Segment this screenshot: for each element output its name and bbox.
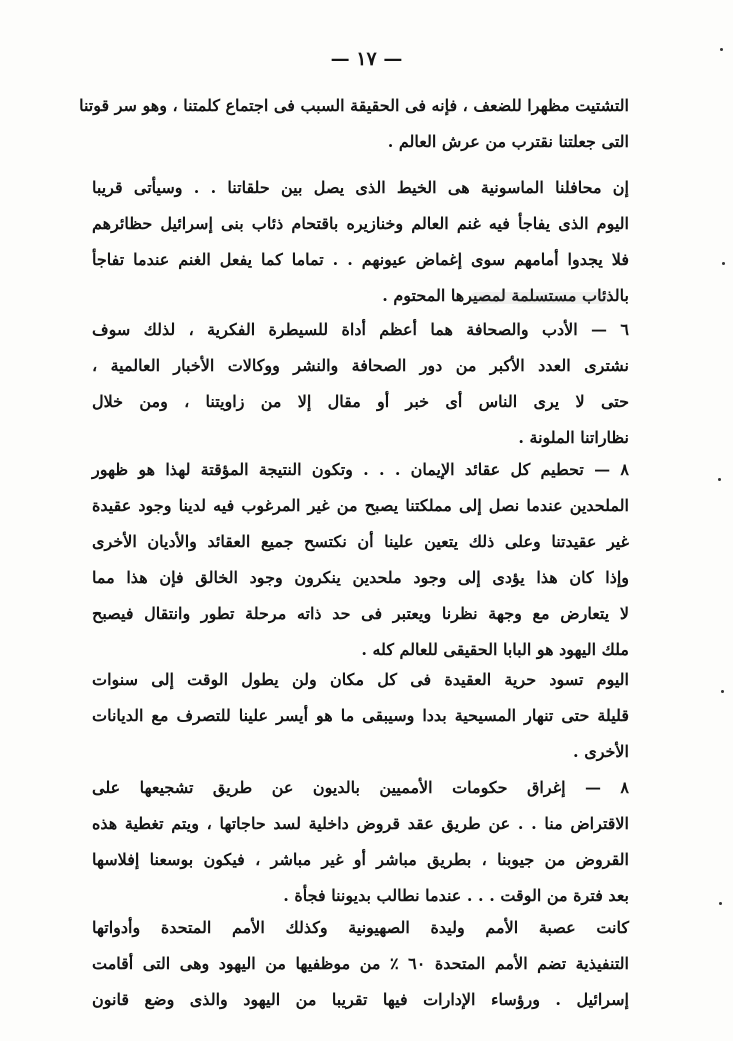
text-line: كانت عصبة الأمم وليدة الصهيونية وكذلك الأمم المتحدة وأدواتها [92,918,629,937]
text-line: بعد فترة من الوقت . . . عندما نطالب بديوننا فجأة . [283,886,629,905]
text-line: اليوم تسود حرية العقيدة فى كل مكان ولن يطول الوقت إلى سنوات [92,670,629,689]
paragraph-4 [92,452,629,668]
text-line: ٦ — الأدب والصحافة هما أعظم أداة للسيطرة الفكرية ، لذلك سوف [92,320,629,339]
text-line: القروض من جيوبنا ، بطريق مباشر أو غير مباشر ، فيكون بوسعنا إفلاسها [92,850,629,869]
text-line: وإذا كان هذا يؤدى إلى وجود ملحدين ينكرون وجود الخالق فإن هذا مما [92,568,629,587]
text-line: ٨ — إغراق حكومات الأمميين بالديون عن طريق تشجيعها على [92,778,629,797]
scan-speck [719,902,722,905]
scan-speck [722,262,725,265]
paragraph-5 [92,662,629,770]
text-line: نظاراتنا الملونة . [518,428,629,447]
text-line: التنفيذية تضم الأمم المتحدة ٦٠ ٪ من موظفيها من اليهود وهى التى أقامت [92,954,630,973]
text-line: إن محافلنا الماسونية هى الخيط الذى يصل بين حلقاتنا . . وسيأتى قريبا [92,178,629,197]
paragraph-7 [92,910,629,1018]
text-line: التى جعلتنا نقترب من عرش العالم . [387,132,629,151]
text-line: الاقتراض منا . . عن طريق عقد قروض داخلية لسد حاجاتها ، ويتم تغطية هذه [92,814,629,833]
text-line: الأخرى . [573,742,629,761]
text-line: حتى لا يرى الناس أى خبر أو مقال إلا من زاويتنا ، ومن خلال [92,392,629,411]
scan-speck [721,690,724,693]
text-line: ملك اليهود هو البابا الحقيقى للعالم كله . [361,640,629,659]
paragraph-1 [79,88,629,160]
text-line: قليلة حتى تنهار المسيحية بددا وسيبقى ما هو أيسر علينا للتصرف مع الديانات [92,706,629,725]
scan-speck [720,48,723,51]
scan-speck [718,478,721,481]
text-line: بالذئاب مستسلمة لمصيرها المحتوم . [382,286,629,305]
text-line: فلا يجدوا أمامهم سوى إغماض عيونهم . . تماما كما يفعل الغنم عندما تفاجأ [92,250,629,269]
text-line: نشترى العدد الأكبر من دور الصحافة والنشر ووكالات الأخبار العالمية ، [92,356,629,375]
page-number: — ١٧ — [330,48,403,70]
scan-smudge [470,292,610,304]
text-line: التشتيت مظهرا للضعف ، فإنه فى الحقيقة السبب فى اجتماع كلمتنا ، وهو سر قوتنا [79,96,629,115]
paragraph-6 [92,770,629,914]
text-line: إسرائيل . ورؤساء الإدارات فيها تقريبا من اليهود والذى وضع قانون [92,990,629,1009]
text-line: ٨ — تحطيم كل عقائد الإيمان . . . وتكون النتيجة المؤقتة لهذا هو ظهور [92,460,629,479]
paragraph-3 [92,312,629,456]
text-line: اليوم الذى يفاجأ فيه غنم العالم وخنازيره باقتحام ذئاب بنى إسرائيل حظائرهم [92,214,629,233]
text-line: غير عقيدتنا وعلى ذلك يتعين علينا أن نكتسح جميع العقائد والأديان الأخرى [92,532,629,551]
text-line: لا يتعارض مع وجهة نظرنا ويعتبر فى حد ذاته مرحلة تطور وانتقال فيصبح [92,604,629,623]
text-line: الملحدين عندما نصل إلى مملكتنا يصبح من غير المرغوب فيه لدينا وجود عقيدة [92,496,629,515]
